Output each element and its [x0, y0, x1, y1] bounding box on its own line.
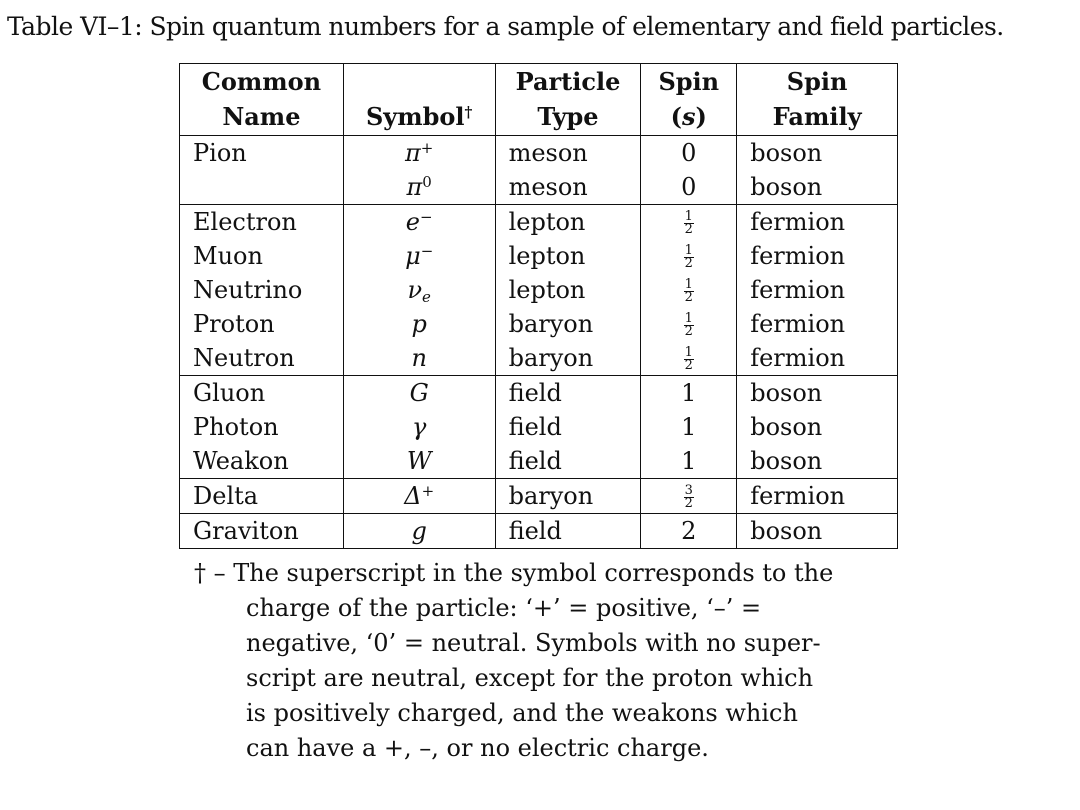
cell-symbol [343, 479, 495, 514]
header-name-line2: Name [180, 99, 344, 136]
cell-symbol [343, 239, 495, 273]
table-row [180, 239, 898, 273]
table-row [180, 376, 898, 411]
cell-spin [641, 514, 737, 549]
cell-symbol [343, 307, 495, 341]
cell-type: lepton [495, 273, 641, 307]
cell-spin [641, 239, 737, 273]
spin-value: 1 [681, 447, 697, 475]
table-row [180, 170, 898, 205]
cell-type: field [495, 376, 641, 411]
cell-type: meson [495, 170, 641, 205]
symbol-base: ν [407, 276, 423, 304]
cell-symbol [343, 205, 495, 240]
footnote-line: script are neutral, except for the proton which [246, 664, 814, 692]
cell-symbol [343, 376, 495, 411]
cell-spin [641, 307, 737, 341]
symbol-base: W [406, 447, 432, 475]
cell-spin [641, 341, 737, 376]
table-row [180, 514, 898, 549]
header-type-line2: Type [495, 99, 641, 136]
cell-spin [641, 273, 737, 307]
table-caption: Table VI–1: Spin quantum numbers for a sample of elementary and field particles. [7, 12, 1004, 41]
cell-family: fermion [737, 239, 898, 273]
symbol-charge: 0 [422, 173, 432, 191]
spin-value: 0 [681, 173, 697, 201]
cell-symbol [343, 444, 495, 479]
cell-name: Photon [180, 410, 344, 444]
header-row [180, 99, 898, 136]
cell-family: boson [737, 514, 898, 549]
cell-family: fermion [737, 205, 898, 240]
cell-family: fermion [737, 479, 898, 514]
cell-type: baryon [495, 341, 641, 376]
cell-type: baryon [495, 307, 641, 341]
spin-denominator: 2 [684, 222, 693, 237]
cell-name: Delta [180, 479, 344, 514]
dagger-mark: † [464, 103, 473, 121]
cell-symbol [343, 514, 495, 549]
spin-numerator: 1 [684, 243, 693, 258]
footnote-line: † – The superscript in the symbol corresponds to the [194, 559, 834, 587]
cell-name: Neutrino [180, 273, 344, 307]
spin-denominator: 2 [684, 256, 693, 271]
cell-name: Proton [180, 307, 344, 341]
cell-type: field [495, 444, 641, 479]
header-row [180, 64, 898, 100]
table-row [180, 273, 898, 307]
cell-type: field [495, 514, 641, 549]
spin-denominator: 2 [684, 324, 693, 339]
symbol-charge: − [420, 242, 434, 260]
cell-name: Neutron [180, 341, 344, 376]
spin-fraction [684, 245, 694, 270]
spin-denominator: 2 [684, 290, 693, 305]
table-row [180, 444, 898, 479]
symbol-base: g [411, 517, 427, 545]
header-family-line2: Family [737, 99, 898, 136]
symbol-charge: + [421, 482, 435, 500]
cell-name: Pion [180, 136, 344, 171]
footnote-line: negative, ‘0’ = neutral. Symbols with no super- [246, 629, 821, 657]
table-row [180, 410, 898, 444]
symbol-base: π [405, 139, 421, 167]
cell-type: baryon [495, 479, 641, 514]
symbol-base: n [411, 344, 427, 372]
cell-symbol [343, 341, 495, 376]
spin-denominator: 2 [684, 496, 693, 511]
spin-paren-open: ( [670, 102, 683, 131]
table-row [180, 341, 898, 376]
cell-name: Weakon [180, 444, 344, 479]
cell-spin [641, 479, 737, 514]
cell-family: boson [737, 136, 898, 171]
spin-fraction [684, 211, 694, 236]
spin-denominator: 2 [684, 358, 693, 373]
symbol-base: G [409, 379, 429, 407]
cell-symbol [343, 170, 495, 205]
footnote-line: can have a +, –, or no electric charge. [246, 734, 709, 762]
spin-numerator: 1 [684, 311, 693, 326]
symbol-charge: − [420, 208, 433, 226]
cell-spin [641, 170, 737, 205]
spin-value: 2 [681, 517, 697, 545]
cell-name: Graviton [180, 514, 344, 549]
table-row [180, 136, 898, 171]
cell-spin [641, 444, 737, 479]
table-row [180, 479, 898, 514]
cell-name [180, 170, 344, 205]
cell-spin [641, 376, 737, 411]
spin-numerator: 1 [684, 209, 693, 224]
table-row [180, 205, 898, 240]
spin-variable: s [682, 102, 696, 131]
header-symbol-blank [343, 64, 495, 100]
header-symbol [343, 99, 495, 136]
cell-spin [641, 136, 737, 171]
cell-type: meson [495, 136, 641, 171]
cell-family: boson [737, 444, 898, 479]
cell-name: Electron [180, 205, 344, 240]
header-spin-line2 [641, 99, 737, 136]
header-symbol-text: Symbol [365, 102, 465, 131]
cell-name: Gluon [180, 376, 344, 411]
cell-type: lepton [495, 239, 641, 273]
spin-paren-close: ) [695, 102, 707, 131]
cell-family: boson [737, 410, 898, 444]
spin-fraction [684, 313, 694, 338]
cell-type: field [495, 410, 641, 444]
table-body [180, 136, 898, 549]
symbol-base: p [411, 310, 427, 338]
symbol-base: e [405, 208, 420, 236]
spin-value: 1 [681, 379, 697, 407]
cell-type: lepton [495, 205, 641, 240]
symbol-base: π [406, 173, 423, 201]
spin-value: 1 [681, 413, 697, 441]
cell-symbol [343, 410, 495, 444]
spin-numerator: 1 [684, 277, 693, 292]
spin-numerator: 3 [684, 483, 693, 498]
cell-spin [641, 410, 737, 444]
spin-fraction [684, 279, 694, 304]
cell-name: Muon [180, 239, 344, 273]
symbol-base: Δ [404, 482, 422, 510]
spin-fraction [684, 347, 694, 372]
symbol-base: μ [405, 242, 421, 270]
cell-family: fermion [737, 341, 898, 376]
table-row [180, 307, 898, 341]
header-name-line1: Common [180, 64, 344, 100]
cell-symbol [343, 273, 495, 307]
spin-value: 0 [681, 139, 697, 167]
header-type-line1: Particle [495, 64, 641, 100]
spin-fraction [684, 485, 694, 510]
symbol-subscript: e [422, 288, 431, 306]
spin-table [179, 63, 898, 549]
symbol-base: γ [412, 413, 427, 441]
header-family-line1: Spin [737, 64, 898, 100]
cell-symbol [343, 136, 495, 171]
cell-family: boson [737, 170, 898, 205]
spin-numerator: 1 [684, 345, 693, 360]
footnote-line: is positively charged, and the weakons which [246, 699, 798, 727]
header-spin-line1: Spin [641, 64, 737, 100]
footnote [194, 556, 894, 766]
symbol-charge: + [420, 139, 434, 157]
cell-family: fermion [737, 307, 898, 341]
footnote-line: charge of the particle: ‘+’ = positive, ‘–’ = [246, 594, 762, 622]
cell-family: boson [737, 376, 898, 411]
cell-family: fermion [737, 273, 898, 307]
cell-spin [641, 205, 737, 240]
